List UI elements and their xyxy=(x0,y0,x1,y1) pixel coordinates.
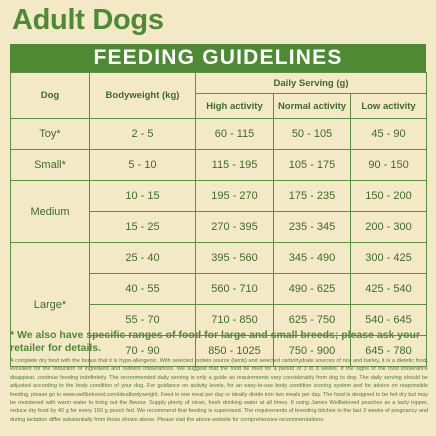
high-activity-cell: 115 - 195 xyxy=(196,150,274,181)
bodyweight-cell: 40 - 55 xyxy=(90,274,196,305)
header-normal-activity: Normal activity xyxy=(274,94,351,119)
header-high-activity: High activity xyxy=(196,94,274,119)
normal-activity-cell: 235 - 345 xyxy=(274,212,351,243)
high-activity-cell: 60 - 115 xyxy=(196,119,274,150)
normal-activity-cell: 105 - 175 xyxy=(274,150,351,181)
table-row xyxy=(11,243,427,274)
low-activity-cell: 300 - 425 xyxy=(351,243,427,274)
low-activity-cell: 90 - 150 xyxy=(351,150,427,181)
header-bodyweight: Bodyweight (kg) xyxy=(90,73,196,119)
normal-activity-cell: 345 - 490 xyxy=(274,243,351,274)
bodyweight-cell: 70 - 90 xyxy=(90,336,196,367)
feeding-guidelines-banner: FEEDING GUIDELINES xyxy=(10,44,426,72)
page-title: Adult Dogs xyxy=(12,4,164,36)
header-dog: Dog xyxy=(11,73,90,119)
high-activity-cell: 270 - 395 xyxy=(196,212,274,243)
bodyweight-cell: 5 - 10 xyxy=(90,150,196,181)
table-row xyxy=(11,150,427,181)
dog-size-large: Large* xyxy=(11,243,90,367)
normal-activity-cell: 490 - 625 xyxy=(274,274,351,305)
bodyweight-cell: 15 - 25 xyxy=(90,212,196,243)
bodyweight-cell: 2 - 5 xyxy=(90,119,196,150)
dog-size-toy: Toy* xyxy=(11,119,90,150)
normal-activity-cell: 50 - 105 xyxy=(274,119,351,150)
feeding-table xyxy=(10,72,427,367)
normal-activity-cell: 750 - 900 xyxy=(274,336,351,367)
bodyweight-cell: 10 - 15 xyxy=(90,181,196,212)
table-row xyxy=(11,181,427,212)
product-description: A complete dry food with the bonus that it is hypo-allergenic. With selected protein source (lamb) and selected carbohydrate sources of rice and barley, it is a dietetic food, excellent for the reduction of ingredient and nutrient intolerances. We suggest that the food be tried for a period of 3 to 8 weeks. If the signs of the food intolerance disappear, continue feeding indefinitely. The recommended daily serving is only a guide as requirements vary considerably from dog to dog. The daily serving should be adjusted according to the body condition of your dog. For guidance on activity levels, for an easy-to-use body condition scoring system and for advice on responsible feeding, please go to www.wellbeloved.com/idealbodyweight. Feed in one meal per day or ideally divide into two meals per day. The food is designed to be fed dry but may be moistened with warm water to bring out the flavour. Supply plenty of clean, fresh drinking water at all times. If using James Wellbeloved pouches as a tasty topper, reduce dry food by 40 g for every 150 g pouch fed. We recommend that feeding is supervised. The requirements of breeding bitches in the last 3 weeks of pregnancy and during lactation differ substantially from those shown above. Please visit the above website for comprehensive recommendations. xyxy=(10,358,428,423)
low-activity-cell: 425 - 540 xyxy=(351,274,427,305)
normal-activity-cell: 175 - 235 xyxy=(274,181,351,212)
high-activity-cell: 710 - 850 xyxy=(196,305,274,336)
header-daily-serving: Daily Serving (g) xyxy=(196,73,427,94)
high-activity-cell: 395 - 560 xyxy=(196,243,274,274)
dog-size-small: Small* xyxy=(11,150,90,181)
high-activity-cell: 560 - 710 xyxy=(196,274,274,305)
dog-size-medium: Medium xyxy=(11,181,90,243)
normal-activity-cell: 625 - 750 xyxy=(274,305,351,336)
low-activity-cell: 150 - 200 xyxy=(351,181,427,212)
high-activity-cell: 195 - 270 xyxy=(196,181,274,212)
high-activity-cell: 850 - 1025 xyxy=(196,336,274,367)
header-low-activity: Low activity xyxy=(351,94,427,119)
breed-footnote: * We also have specific ranges of food for large and small breeds; please ask your retailer for details. xyxy=(10,329,421,354)
bodyweight-cell: 25 - 40 xyxy=(90,243,196,274)
low-activity-cell: 45 - 90 xyxy=(351,119,427,150)
bodyweight-cell: 55 - 70 xyxy=(90,305,196,336)
table-row xyxy=(11,119,427,150)
low-activity-cell: 540 - 645 xyxy=(351,305,427,336)
low-activity-cell: 645 - 780 xyxy=(351,336,427,367)
low-activity-cell: 200 - 300 xyxy=(351,212,427,243)
